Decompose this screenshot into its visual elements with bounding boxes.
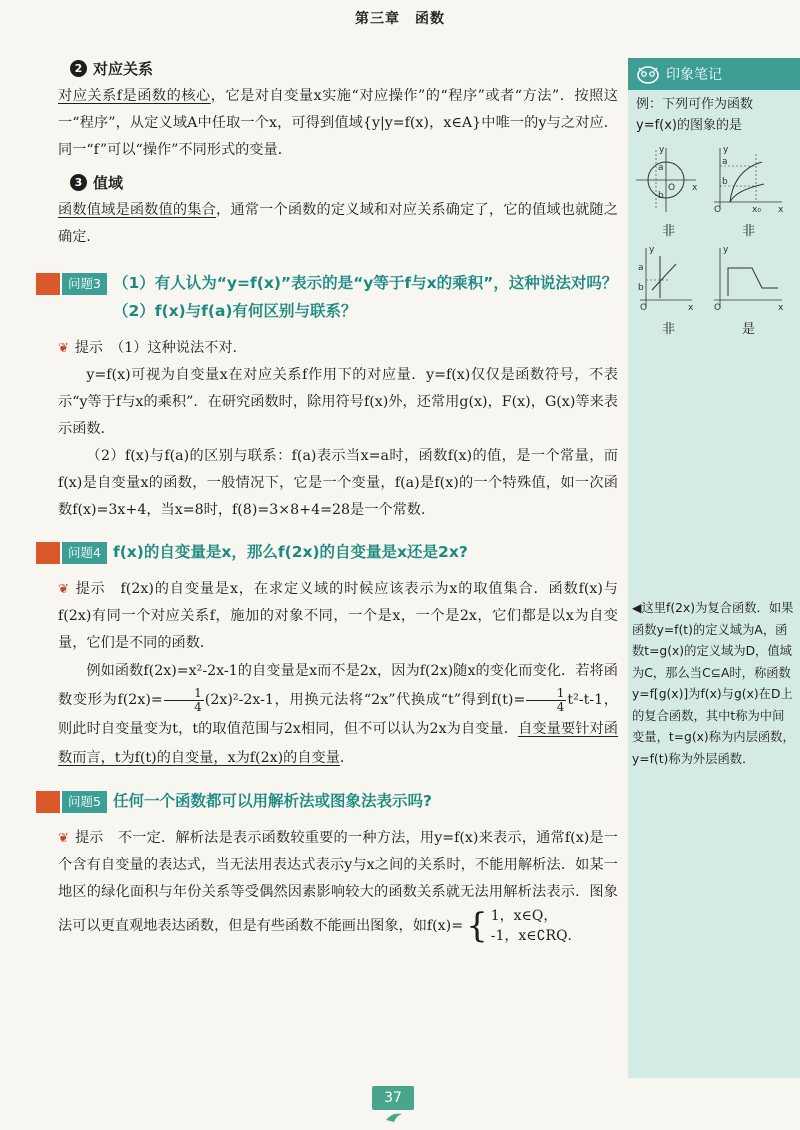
leaf-icon: ❦ <box>58 582 69 597</box>
fraction: $\frac{1}{4}$ <box>526 687 566 714</box>
paragraph-correspondence: 对应关系f是函数的核心，它是对自变量x实施“对应操作”的“程序”或者“方法”．按照这一“程序”，从定义域A中任取一个x，可得到值域{y|y=f(x)，x∈A}中唯一的y与之对应．同一“f”可以“操作”不同形式的变量． <box>58 88 618 158</box>
svg-text:x: x <box>688 303 694 313</box>
svg-text:b: b <box>638 283 644 293</box>
svg-text:y: y <box>723 145 729 155</box>
running-head: 第三章 函数 <box>355 11 445 27</box>
hint-line: ❦ 提示 （1）这种说法不对． <box>58 340 247 356</box>
svg-text:O: O <box>714 303 722 313</box>
svg-text:O: O <box>640 303 648 313</box>
hint-paragraph: （2）f(x)与f(a)的区别与联系：f(a)表示当x=a时，函数f(x)的值，是一个常量，而f(x)是自变量x的函数，一般情况下，它是一个变量，f(a)是f(x)的一个特殊值，如一次函数f(x)=3x+4，当x=8时，f(8)=3×8+4=28是一个常数． <box>58 448 618 518</box>
graph-caption: 是 <box>742 322 756 337</box>
hint-paragraph: ❦ 提示 f(2x)的自变量是x，在求定义域的时候应该表示为x的取值集合．函数f(x)与f(2x)有同一个对应关系f，施加的对象不同，一个是x，一个是2x，它们都是以x为自变量，它们是不同的函数． <box>58 581 618 651</box>
question-3-heading <box>36 269 618 325</box>
sidebar-header <box>628 58 800 90</box>
underlined-key-phrase: 自变量要针对函数而言，t为f(t)的自变量，x为f(2x)的自变量 <box>58 721 618 766</box>
question-text: 任何一个函数都可以用解析法或图象法表示吗? <box>112 792 432 810</box>
graph-caption: 非 <box>662 322 676 337</box>
svg-text:x: x <box>778 303 784 313</box>
owl-icon <box>636 64 660 84</box>
dove-icon <box>384 1110 404 1124</box>
svg-text:x: x <box>778 205 784 215</box>
fraction: $\frac{1}{4}$ <box>164 687 204 714</box>
example-graphs <box>632 140 800 344</box>
section-heading-range <box>70 172 618 193</box>
svg-text:O: O <box>668 183 676 193</box>
graph-curve <box>714 145 784 215</box>
graph-caption: 非 <box>662 224 676 239</box>
notes-sidebar <box>628 58 800 1078</box>
graph-set <box>632 140 798 340</box>
svg-text:y: y <box>723 245 729 255</box>
hint-label: 提示 <box>74 581 106 597</box>
graph-vertical-lines <box>638 245 694 313</box>
hint-label: 提示 <box>74 340 103 356</box>
paragraph-range: 函数值域是函数值的集合，通常一个函数的定义域和对应关系确定了，它的值域也就随之确定． <box>58 202 618 245</box>
svg-text:y: y <box>659 145 665 155</box>
hint-paragraph: y=f(x)可视为自变量x在对应关系f作用下的对应量．y=f(x)仅仅是函数符号，不表示“y等于f与x的乘积”．在研究函数时，除用符号f(x)外，还常用g(x)，F(x)，G(x)等来表示函数． <box>58 367 618 437</box>
section-number-badge: 3 <box>70 174 87 191</box>
svg-text:y: y <box>649 245 655 255</box>
piecewise-function: { 1，x∈Q， -1，x∈∁RQ． <box>466 906 582 946</box>
svg-text:x₀: x₀ <box>752 205 761 215</box>
sidebar-example: 例：下列可作为函数y=f(x)的图象的是 <box>636 97 754 133</box>
svg-text:O: O <box>714 205 722 215</box>
hint-paragraph: 例如函数f(2x)=x²-2x-1的自变量是x而不是2x，因为f(2x)随x的变化而变化．若将函数变形为f(2x)= $\frac{1}{4}$ (2x)²-2x-1，用换元法将“2x”代换成“t”得到f(t)= $\frac{1}{4}$ t²-t-1，则此时自变量变为t，t的取值范围与2x相同，但不可以认为2x为自变量．自变量要针对函数而言，t为f(t)的自变量，x为f(2x)的自变量． <box>58 663 618 766</box>
brace: { <box>466 906 488 946</box>
svg-text:a: a <box>722 157 728 167</box>
svg-text:b: b <box>722 177 728 187</box>
underlined-key-phrase: 对应关系f是函数的核心 <box>58 88 211 104</box>
question-4-heading <box>36 538 618 566</box>
composite-function-note: ◀这里f(2x)为复合函数．如果函数y=f(t)的定义域为A，函数t=g(x)的定义域为D，值域为C，那么当C⊆A时，称函数y=f[g(x)]为f(x)与g(x)在D上的复合函数，其中t称为中间变量，t=g(x)称为内层函数，y=f(t)称为外层函数． <box>632 601 795 766</box>
question-book-icon <box>36 273 60 295</box>
svg-text:b: b <box>658 191 664 201</box>
sidebar-title: 印象笔记 <box>666 67 722 83</box>
question-text: f(x)的自变量是x，那么f(2x)的自变量是x还是2x? <box>112 543 468 561</box>
underlined-key-phrase: 函数值域是函数值的集合 <box>58 202 216 218</box>
svg-text:a: a <box>658 163 664 173</box>
svg-text:x: x <box>692 183 698 193</box>
question-book-icon <box>36 542 60 564</box>
leaf-icon: ❦ <box>58 341 69 356</box>
main-column <box>58 58 618 946</box>
question-tag: 问题3 <box>36 272 107 296</box>
question-tag: 问题4 <box>36 541 107 565</box>
question-text: （1）有人认为“y=f(x)”表示的是“y等于f与x的乘积”，这种说法对吗？（2）f(x)与f(a)有何区别与联系？ <box>112 274 618 320</box>
hint-paragraph: ❦ 提示 不一定．解析法是表示函数较重要的一种方法，用y=f(x)来表示，通常f(x)是一个含有自变量的表达式，当无法用表达式表示y与x之间的关系时，不能用解析法．如某一地区的绿化面积与年份关系等受偶然因素影响较大的函数关系就无法用解析法表示．图象法可以更直观地表达函数，但是有些函数不能画出图象，如f(x)= { 1，x∈Q， -1，x∈∁RQ． <box>58 830 618 946</box>
question-tag: 问题5 <box>36 790 107 814</box>
section-heading-correspondence <box>70 58 618 79</box>
section-number-badge: 2 <box>70 60 87 77</box>
svg-text:a: a <box>638 263 644 273</box>
question-5-heading <box>36 787 618 815</box>
page-number: 37 <box>372 1086 414 1110</box>
graph-caption: 非 <box>742 224 756 239</box>
section-title: 对应关系 <box>93 60 154 78</box>
graph-circle <box>636 145 698 212</box>
leaf-icon: ❦ <box>58 831 69 846</box>
hint-label: 提示 <box>74 830 104 846</box>
graph-steps <box>714 245 784 313</box>
section-title: 值域 <box>93 174 124 192</box>
question-book-icon <box>36 791 60 813</box>
